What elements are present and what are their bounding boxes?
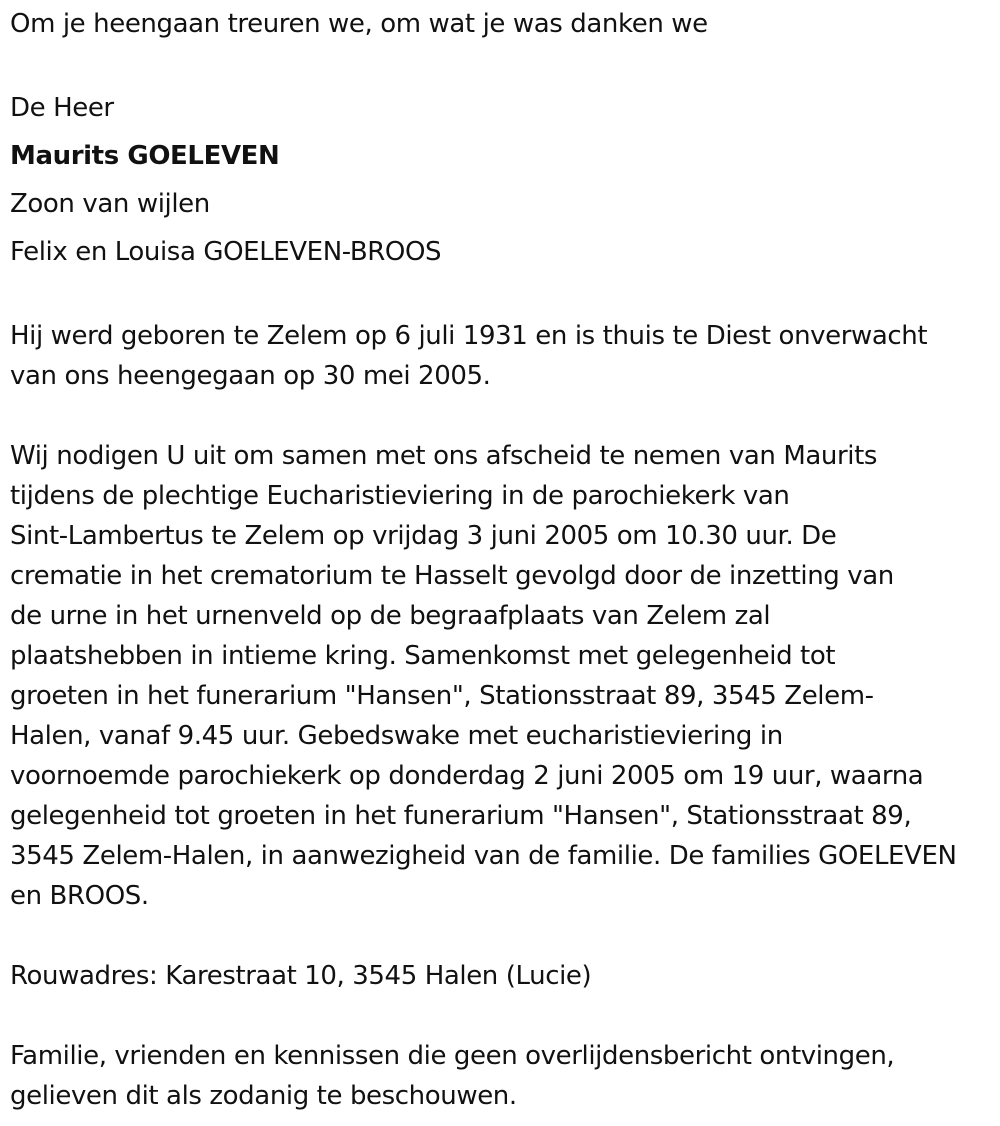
- deceased-name-line: Maurits GOELEVEN: [10, 141, 280, 171]
- motto-line: Om je heengaan treuren we, om wat je was danken we: [10, 9, 708, 39]
- title-line: De Heer: [10, 93, 114, 123]
- spacer: [10, 396, 990, 436]
- spacer: [10, 996, 990, 1036]
- closing-paragraph: [10, 1036, 990, 1116]
- invitation-line: voornoemde parochiekerk op donderdag 2 juni 2005 om 19 uur, waarna: [10, 761, 924, 791]
- invitation-line: de urne in het urnenveld op de begraafplaats van Zelem zal: [10, 601, 771, 631]
- invitation-line: 3545 Zelem-Halen, in aanwezigheid van de familie. De families GOELEVEN: [10, 841, 957, 871]
- invitation-line: tijdens de plechtige Eucharistieviering in de parochiekerk van: [10, 481, 790, 511]
- deceased-name: [10, 132, 990, 180]
- birth-death-line: van ons heengegaan op 30 mei 2005.: [10, 361, 491, 391]
- invitation-line: en BROOS.: [10, 881, 149, 911]
- birth-death-line: Hij werd geboren te Zelem op 6 juli 1931 en is thuis te Diest onverwacht: [10, 321, 928, 351]
- invitation-line: Wij nodigen U uit om samen met ons afscheid te nemen van Maurits: [10, 441, 878, 471]
- closing-line: Familie, vrienden en kennissen die geen overlijdensbericht ontvingen,: [10, 1041, 895, 1071]
- spacer: [10, 44, 990, 84]
- invitation-line: plaatshebben in intieme kring. Samenkomst met gelegenheid tot: [10, 641, 836, 671]
- invitation-line: Sint-Lambertus te Zelem op vrijdag 3 juni 2005 om 10.30 uur. De: [10, 521, 837, 551]
- parents-line: Felix en Louisa GOELEVEN-BROOS: [10, 237, 442, 267]
- spacer: [10, 916, 990, 956]
- mourning-address: [10, 956, 990, 996]
- relation: [10, 180, 990, 228]
- closing-line: gelieven dit als zodanig te beschouwen.: [10, 1081, 517, 1111]
- spacer: [10, 276, 990, 316]
- invitation-line: Halen, vanaf 9.45 uur. Gebedswake met eucharistieviering in: [10, 721, 783, 751]
- title: [10, 84, 990, 132]
- parents: [10, 228, 990, 276]
- relation-line: Zoon van wijlen: [10, 189, 210, 219]
- invitation-line: groeten in het funerarium "Hansen", Stationsstraat 89, 3545 Zelem-: [10, 681, 874, 711]
- invitation-line: gelegenheid tot groeten in het funerarium "Hansen", Stationsstraat 89,: [10, 801, 912, 831]
- motto: [10, 4, 990, 44]
- invitation-line: crematie in het crematorium te Hasselt gevolgd door de inzetting van: [10, 561, 894, 591]
- invitation-paragraph: [10, 436, 990, 916]
- birth-death-paragraph: [10, 316, 990, 396]
- mourning-address-line: Rouwadres: Karestraat 10, 3545 Halen (Lucie): [10, 961, 592, 991]
